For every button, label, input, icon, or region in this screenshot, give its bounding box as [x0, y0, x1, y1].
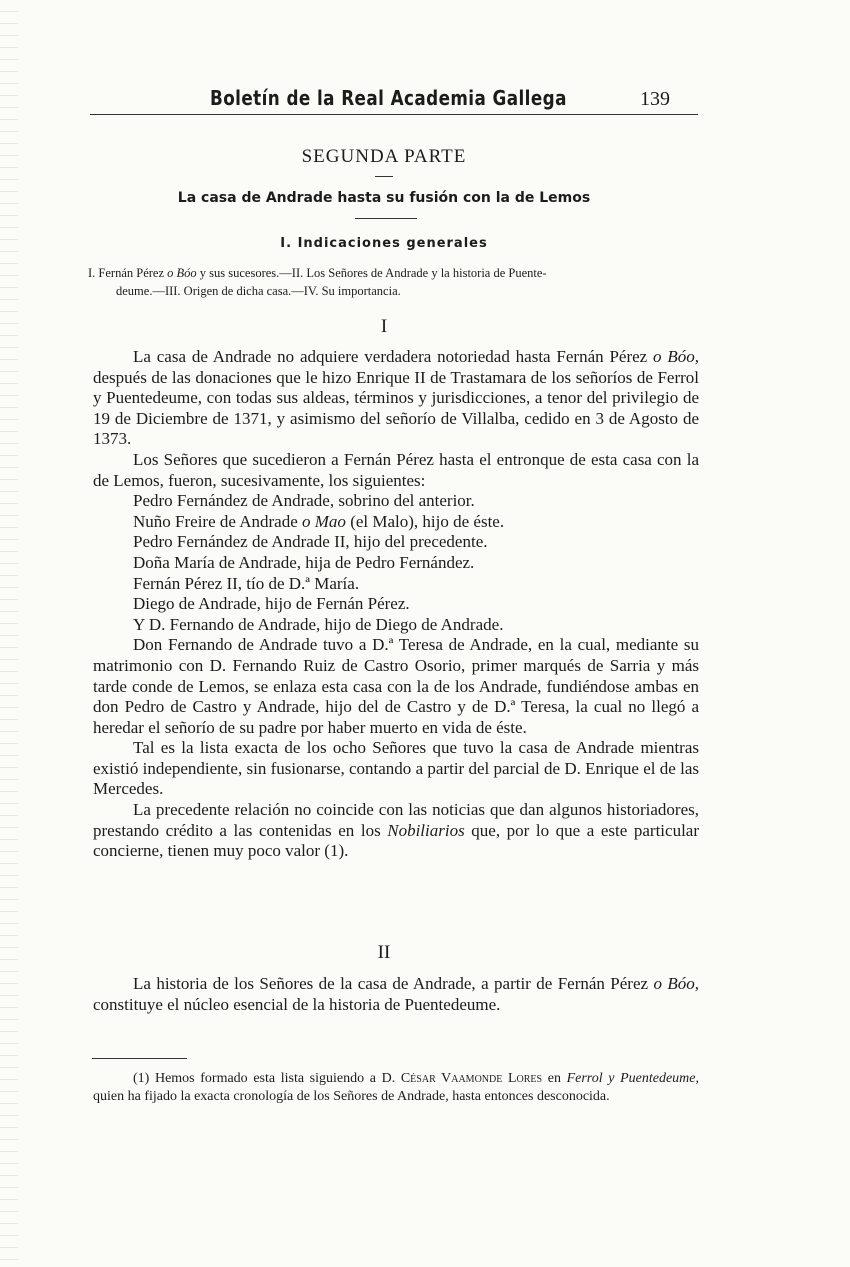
footnote-text: (1) Hemos formado esta lista siguiendo a D. César Vaamonde Lores en Ferrol y Puentedeume, quien ha fijado la exacta cronología de los Señores de Andrade, hasta entonces desconocida.: [93, 1071, 699, 1104]
list-item: Doña María de Andrade, hija de Pedro Fernández.: [133, 552, 475, 572]
page-edge-texture: [0, 0, 18, 1267]
summary-line1: I. Fernán Pérez o Bóo y sus sucesores.—II. Los Señores de Andrade y la historia de Puente-: [88, 266, 547, 280]
section-summary: [88, 264, 700, 300]
paragraph-1: La casa de Andrade no adquiere verdadera notoriedad hasta Fernán Pérez o Bóo, después de las donaciones que le hizo Enrique II de Trastamara de los señoríos de Ferrol y Puentedeume, con todas sus aldeas, términos y jurisdicciones, a tenor del privilegio de 19 de Diciembre de 1371, y asimismo del señorío de Villalba, cedido en 3 de Agosto de 1373.: [93, 347, 699, 449]
list-item: Pedro Fernández de Andrade, sobrino del anterior.: [133, 491, 475, 511]
section-numeral-ii: II: [377, 942, 391, 963]
section-i-body: [93, 347, 699, 862]
section-numeral-i: I: [380, 316, 388, 337]
paragraph-5: La precedente relación no coincide con las noticias que dan algunos historiadores, prestando crédito a las contenidas en los Nobiliarios que, por lo que a este particular concierne, tienen muy poco valor (1).: [93, 800, 699, 861]
part-title: SEGUNDA PARTE: [301, 146, 467, 167]
section-title: I. Indicaciones generales: [280, 236, 488, 251]
list-item: Fernán Pérez II, tío de D.ª María.: [133, 573, 360, 593]
list-item: Y D. Fernando de Andrade, hijo de Diego de Andrade.: [133, 614, 504, 634]
section-ii-body: [93, 974, 699, 1015]
paragraph-2: Los Señores que sucedieron a Fernán Pérez hasta el entronque de esta casa con la de Lemos, fueron, sucesivamente, los siguientes:: [93, 449, 699, 490]
list-item: Nuño Freire de Andrade o Mao (el Malo), hijo de éste.: [133, 511, 505, 531]
summary-line2: deume.—III. Origen de dicha casa.—IV. Su importancia.: [116, 284, 401, 298]
page-number: 139: [640, 88, 670, 110]
chapter-title-rule: [355, 218, 417, 219]
paragraph-3: Don Fernando de Andrade tuvo a D.ª Teresa de Andrade, en la cual, mediante su matrimonio con D. Fernando Ruiz de Castro Osorio, primer marqués de Sarria y más tarde conde de Lemos, se enlaza esta casa con la de los Andrade, fundiéndose ambas en don Pedro de Castro y Andrade, hijo del de Castro y de D.ª Teresa, la cual no llegó a heredar el señorío de su padre por haber muerto en vida de éste.: [93, 635, 699, 737]
part-title-rule: [375, 176, 393, 177]
running-title: Boletín de la Real Academia Gallega: [210, 86, 567, 110]
paragraph-4: Tal es la lista exacta de los ocho Señores que tuvo la casa de Andrade mientras existió independiente, sin fusionarse, contando a partir del parcial de D. Enrique el de las Mercedes.: [93, 738, 699, 799]
chapter-title: La casa de Andrade hasta su fusión con la de Lemos: [177, 190, 591, 206]
list-item: Pedro Fernández de Andrade II, hijo del precedente.: [133, 532, 488, 552]
footnote: [93, 1070, 699, 1106]
list-item: Diego de Andrade, hijo de Fernán Pérez.: [133, 594, 410, 614]
paragraph-ii-1: La historia de los Señores de la casa de Andrade, a partir de Fernán Pérez o Bóo, constituye el núcleo esencial de la historia de Puentedeume.: [93, 974, 699, 1014]
footnote-rule: [92, 1058, 187, 1059]
running-header: [90, 86, 698, 115]
